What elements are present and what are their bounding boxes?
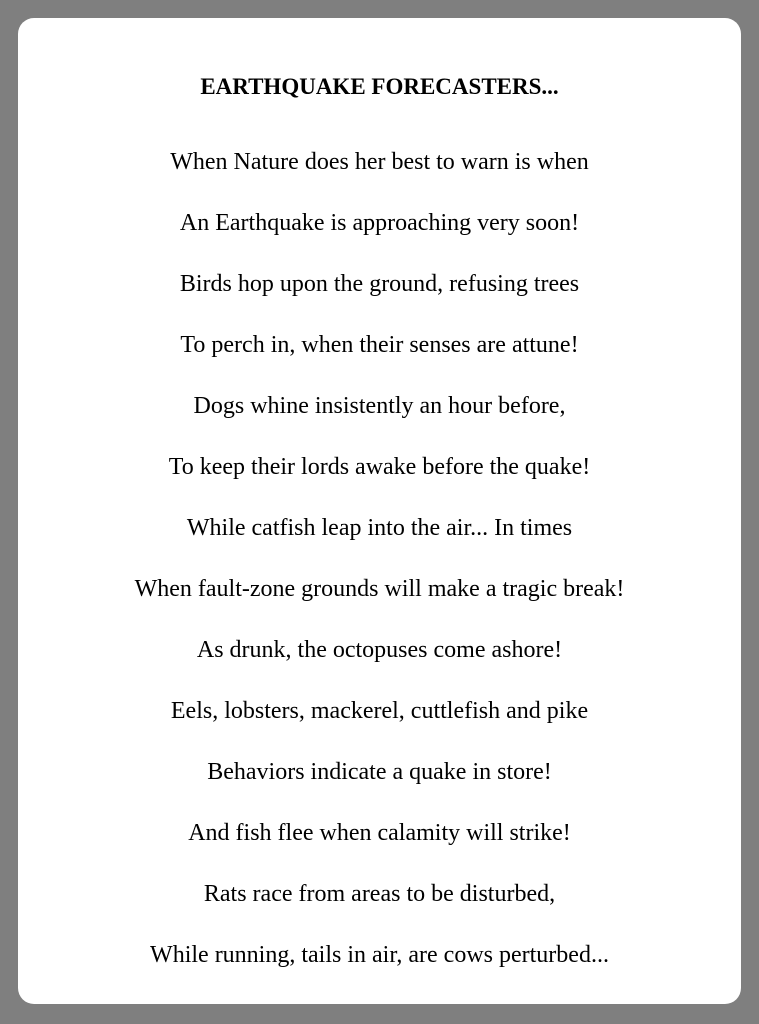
- poem-line: As drunk, the octopuses come ashore!: [196, 637, 563, 663]
- poem-body: [18, 147, 741, 1001]
- poem-line: Birds hop upon the ground, refusing trees: [179, 271, 580, 297]
- poem-line: When fault-zone grounds will make a tragic break!: [134, 576, 625, 602]
- poem-line: Eels, lobsters, mackerel, cuttlefish and pike: [170, 698, 589, 724]
- poem-card: [18, 18, 741, 1004]
- poem-line: And fish flee when calamity will strike!: [188, 820, 571, 846]
- poem-line: To perch in, when their senses are attune!: [180, 332, 579, 358]
- poem-line: While catfish leap into the air... In times: [186, 515, 573, 541]
- poem-line: Rats race from areas to be disturbed,: [203, 881, 556, 907]
- poem-line: Behaviors indicate a quake in store!: [207, 759, 552, 785]
- poem-line: When Nature does her best to warn is when: [170, 149, 589, 175]
- poem-title: EARTHQUAKE FORECASTERS...: [200, 74, 559, 99]
- poem-line: While running, tails in air, are cows perturbed...: [150, 942, 609, 968]
- poem-line: An Earthquake is approaching very soon!: [179, 210, 580, 236]
- poem-line: To keep their lords awake before the quake!: [168, 454, 591, 480]
- poem-line: Dogs whine insistently an hour before,: [193, 393, 566, 419]
